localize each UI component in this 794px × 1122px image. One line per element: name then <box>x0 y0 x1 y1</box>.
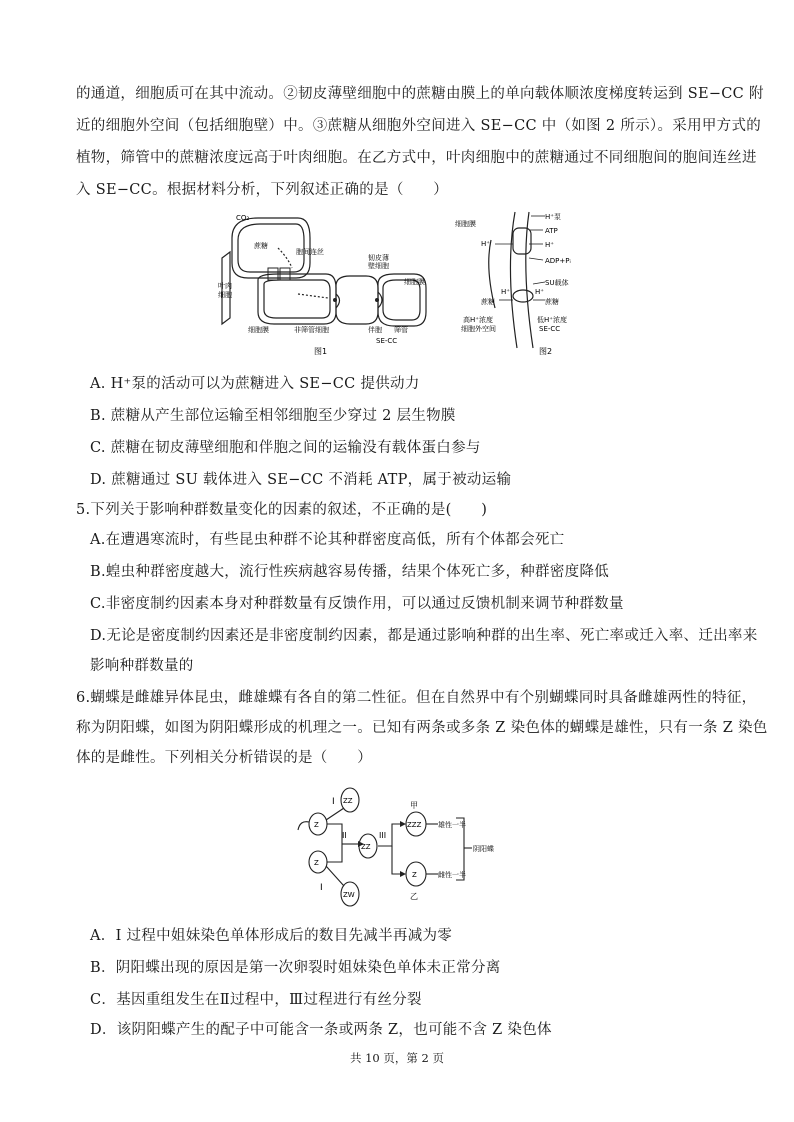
q6-option-d[interactable]: D．该阴阳蝶产生的配子中可能含一条或两条 Z，也可能不含 Z 染色体 <box>90 1022 552 1038</box>
fig6-z-bottom: Z <box>314 859 319 867</box>
fig2-h-pump: H⁺泵 <box>545 213 561 221</box>
fig2-sucrose-right: 蔗糖 <box>545 298 559 306</box>
fig1-plasmodesmata: 胞间连丝 <box>296 248 324 256</box>
fig2-sucrose-left: 蔗糖 <box>481 298 495 306</box>
fig1-plasma-membrane-left: 细胞膜 <box>248 326 269 334</box>
fig1-plasma-membrane-right: 细胞膜 <box>404 278 425 286</box>
fig2-atp: ATP <box>545 227 558 235</box>
q4-option-d[interactable]: D. 蔗糖通过 SU 载体进入 SE−CC 不消耗 ATP，属于被动运输 <box>90 472 512 488</box>
figure-gynandromorph-mechanism <box>292 778 506 918</box>
q6-option-b[interactable]: B．阴阳蝶出现的原因是第一次卵裂时姐妹染色单体未正常分离 <box>90 960 501 976</box>
q6-option-a[interactable]: A．I 过程中姐妹染色单体形成后的数目先减半再减为零 <box>90 928 453 944</box>
fig2-su-carrier: SU载体 <box>545 279 569 287</box>
q6-stem-line-3: 体的是雌性。下列相关分析错误的是（ ） <box>76 750 372 766</box>
fig1-caption: 图1 <box>314 347 328 356</box>
fig6-female-half: 雌性一半 <box>438 871 466 879</box>
q4-intro-line-1: 的通道，细胞质可在其中流动。②韧皮薄壁细胞中的蔗糖由膜上的单向载体顺浓度梯度转运到 SE−CC 附 <box>76 86 764 102</box>
fig1-phloem-parenchyma-1: 韧皮薄 <box>368 254 389 262</box>
fig1-co2: CO₂ <box>236 214 250 222</box>
fig6-jia: 甲 <box>410 801 418 810</box>
q4-option-a[interactable]: A. H⁺泵的活动可以为蔗糖进入 SE−CC 提供动力 <box>90 376 420 392</box>
fig6-z-top: Z <box>314 821 319 829</box>
q4-intro-line-4: 入 SE−CC。根据材料分析，下列叙述正确的是（ ） <box>76 182 449 198</box>
fig2-low-h-2: SE-CC <box>539 325 561 333</box>
fig2-h-top: H⁺ <box>545 241 554 249</box>
fig2-h-mid-left: H⁺ <box>501 288 510 296</box>
q4-option-c[interactable]: C. 蔗糖在韧皮薄壁细胞和伴胞之间的运输没有载体蛋白参与 <box>90 440 481 456</box>
q5-option-d[interactable]: D.无论是密度制约因素还是非密度制约因素，都是通过影响种群的出生率、死亡率或迁入率、迁出率来 <box>90 628 758 644</box>
q6-stem-line-1: 6.蝴蝶是雌雄异体昆虫，雌雄蝶有各自的第二性征。但在自然界中有个别蝴蝶同时具备雌雄两性的特征， <box>76 690 757 706</box>
fig6-iii: III <box>379 831 387 840</box>
q6-stem-line-2: 称为阴阳蝶，如图为阴阳蝶形成的机理之一。已知有两条或多条 Z 染色体的蝴蝶是雄性，只有一条 Z 染色 <box>76 720 768 736</box>
fig1-mesophyll-1: 叶肉 <box>218 282 232 290</box>
fig6-ii: II <box>342 831 347 840</box>
fig1-phloem-parenchyma-2: 壁细胞 <box>368 262 389 270</box>
fig2-low-h-1: 低H⁺浓度 <box>537 316 567 324</box>
fig6-zz-mid: ZZ <box>361 843 371 851</box>
fig2-h-left: H⁺ <box>481 240 490 248</box>
q5-option-b[interactable]: B.蝗虫种群密度越大，流行性疾病越容易传播，结果个体死亡多，种群密度降低 <box>90 564 610 580</box>
fig1-se-cc: SE-CC <box>376 337 398 345</box>
q5-option-a[interactable]: A.在遭遇寒流时，有些昆虫种群不论其种群密度高低，所有个体都会死亡 <box>90 532 565 548</box>
fig2-high-h-1: 高H⁺浓度 <box>463 316 493 324</box>
q6-option-c[interactable]: C．基因重组发生在Ⅱ过程中，Ⅲ过程进行有丝分裂 <box>90 992 422 1008</box>
q5-stem: 5.下列关于影响种群数量变化的因素的叙述，不正确的是( ) <box>76 502 488 518</box>
figure-2-su-carrier <box>455 208 605 358</box>
fig1-sucrose: 蔗糖 <box>254 242 268 250</box>
fig6-male-half: 雄性一半 <box>438 821 466 829</box>
q4-intro-line-2: 近的细胞外空间（包括细胞壁）中。③蔗糖从细胞外空间进入 SE−CC 中（如图 2 所示）。采用甲方式的 <box>76 118 762 134</box>
fig2-high-h-2: 细胞外空间 <box>461 325 496 333</box>
fig6-i-bottom: I <box>320 883 323 893</box>
fig1-mesophyll-2: 细胞 <box>218 291 232 299</box>
fig6-result: 阴阳蝶 <box>473 845 494 853</box>
fig6-z-yi: Z <box>412 871 417 879</box>
fig2-caption: 图2 <box>539 347 553 356</box>
fig6-zz-top: ZZ <box>343 797 353 805</box>
page-footer: 共 10 页，第 2 页 <box>349 1051 445 1065</box>
q4-option-b[interactable]: B. 蔗糖从产生部位运输至相邻细胞至少穿过 2 层生物膜 <box>90 408 456 424</box>
fig1-sieve-tube: 筛管 <box>394 326 408 334</box>
fig1-companion: 伴胞 <box>368 326 382 334</box>
fig6-yi: 乙 <box>410 892 418 901</box>
fig6-zw: ZW <box>343 891 355 899</box>
fig6-zzz: ZZZ <box>407 821 422 829</box>
q5-option-c[interactable]: C.非密度制约因素本身对种群数量有反馈作用，可以通过反馈机制来调节种群数量 <box>90 596 624 612</box>
fig2-adp: ADP+Pᵢ <box>545 257 571 265</box>
fig2-plasma-membrane: 细胞膜 <box>455 220 476 228</box>
figure-1-sucrose-transport <box>218 208 438 358</box>
q5-option-d-continued: 影响种群数量的 <box>90 658 194 674</box>
q4-intro-line-3: 植物，筛管中的蔗糖浓度远高于叶肉细胞。在乙方式中，叶肉细胞中的蔗糖通过不同细胞间的胞间连丝进 <box>76 150 757 166</box>
fig6-i-top: I <box>332 797 335 807</box>
fig1-non-sieve-cell: 非筛管细胞 <box>294 326 329 334</box>
fig2-h-mid-right: H⁺ <box>535 288 544 296</box>
